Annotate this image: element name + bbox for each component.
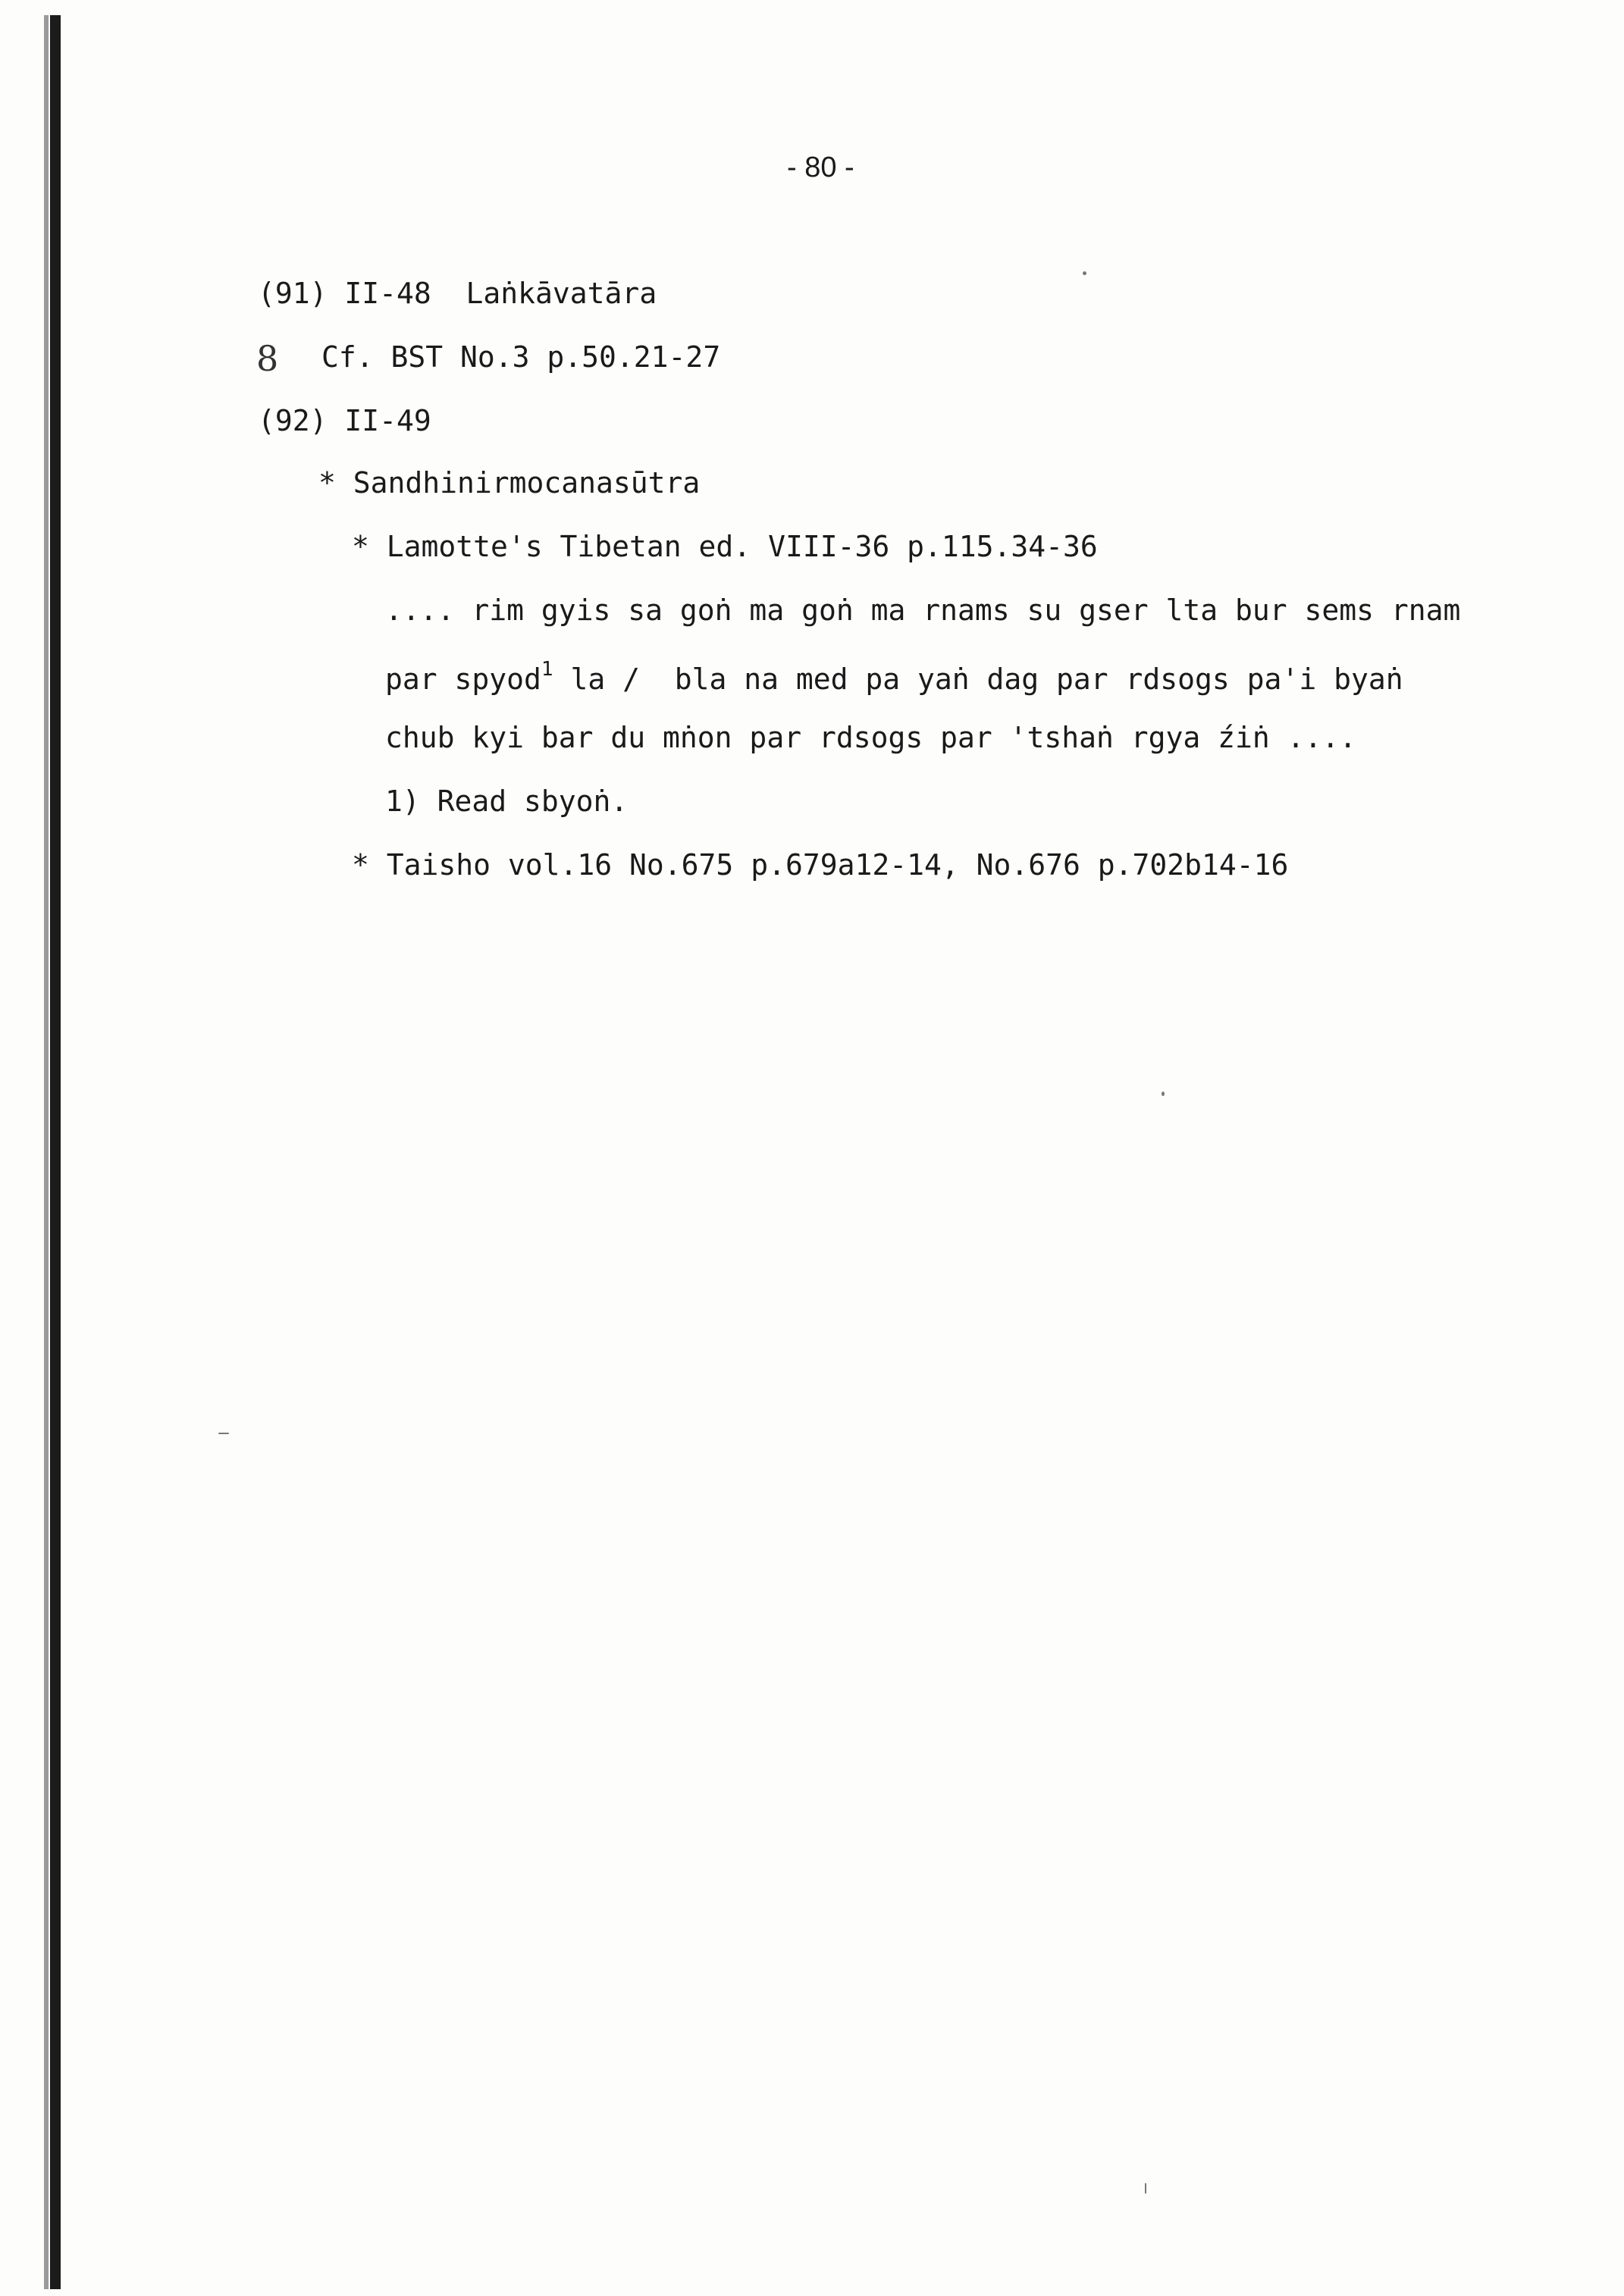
binding-shadow: [44, 15, 49, 2289]
page-number: - 80 -: [787, 152, 854, 183]
quote-line-3: chub kyi bar du mṅon par rdsogs par 'tshaṅ rgya źiṅ ....: [385, 721, 1357, 754]
source-sandhinirmocana: * Sandhinirmocanasūtra: [318, 466, 701, 500]
entry-91-heading: (91) II-48 Laṅkāvatāra: [258, 277, 657, 310]
quote-line-1: .... rim gyis sa goṅ ma goṅ ma rnams su gser lta bur sems rnam: [385, 594, 1461, 627]
entry-91-reference: Cf. BST No.3 p.50.21-27: [321, 340, 721, 374]
margin-annotation: 8: [256, 338, 279, 379]
source-taisho: * Taisho vol.16 No.675 p.679a12-14, No.676 p.702b14-16: [352, 848, 1289, 882]
quote-line-2-part-a: par spyod: [385, 662, 541, 696]
binding-edge: [50, 15, 61, 2289]
quote-line-2: [385, 659, 1403, 694]
footnote-marker: 1: [541, 658, 553, 681]
scan-speck: [1162, 1092, 1165, 1096]
scan-speck: [1083, 271, 1086, 275]
source-lamotte: * Lamotte's Tibetan ed. VIII-36 p.115.34-36: [352, 530, 1098, 563]
footnote: 1) Read sbyoṅ.: [385, 785, 629, 818]
scan-speck: [1145, 2183, 1146, 2194]
entry-92-heading: (92) II-49: [258, 404, 431, 437]
quote-line-2-part-b: la / bla na med pa yaṅ dag par rdsogs pa'i byaṅ: [553, 662, 1403, 696]
scan-speck: [218, 1433, 229, 1434]
